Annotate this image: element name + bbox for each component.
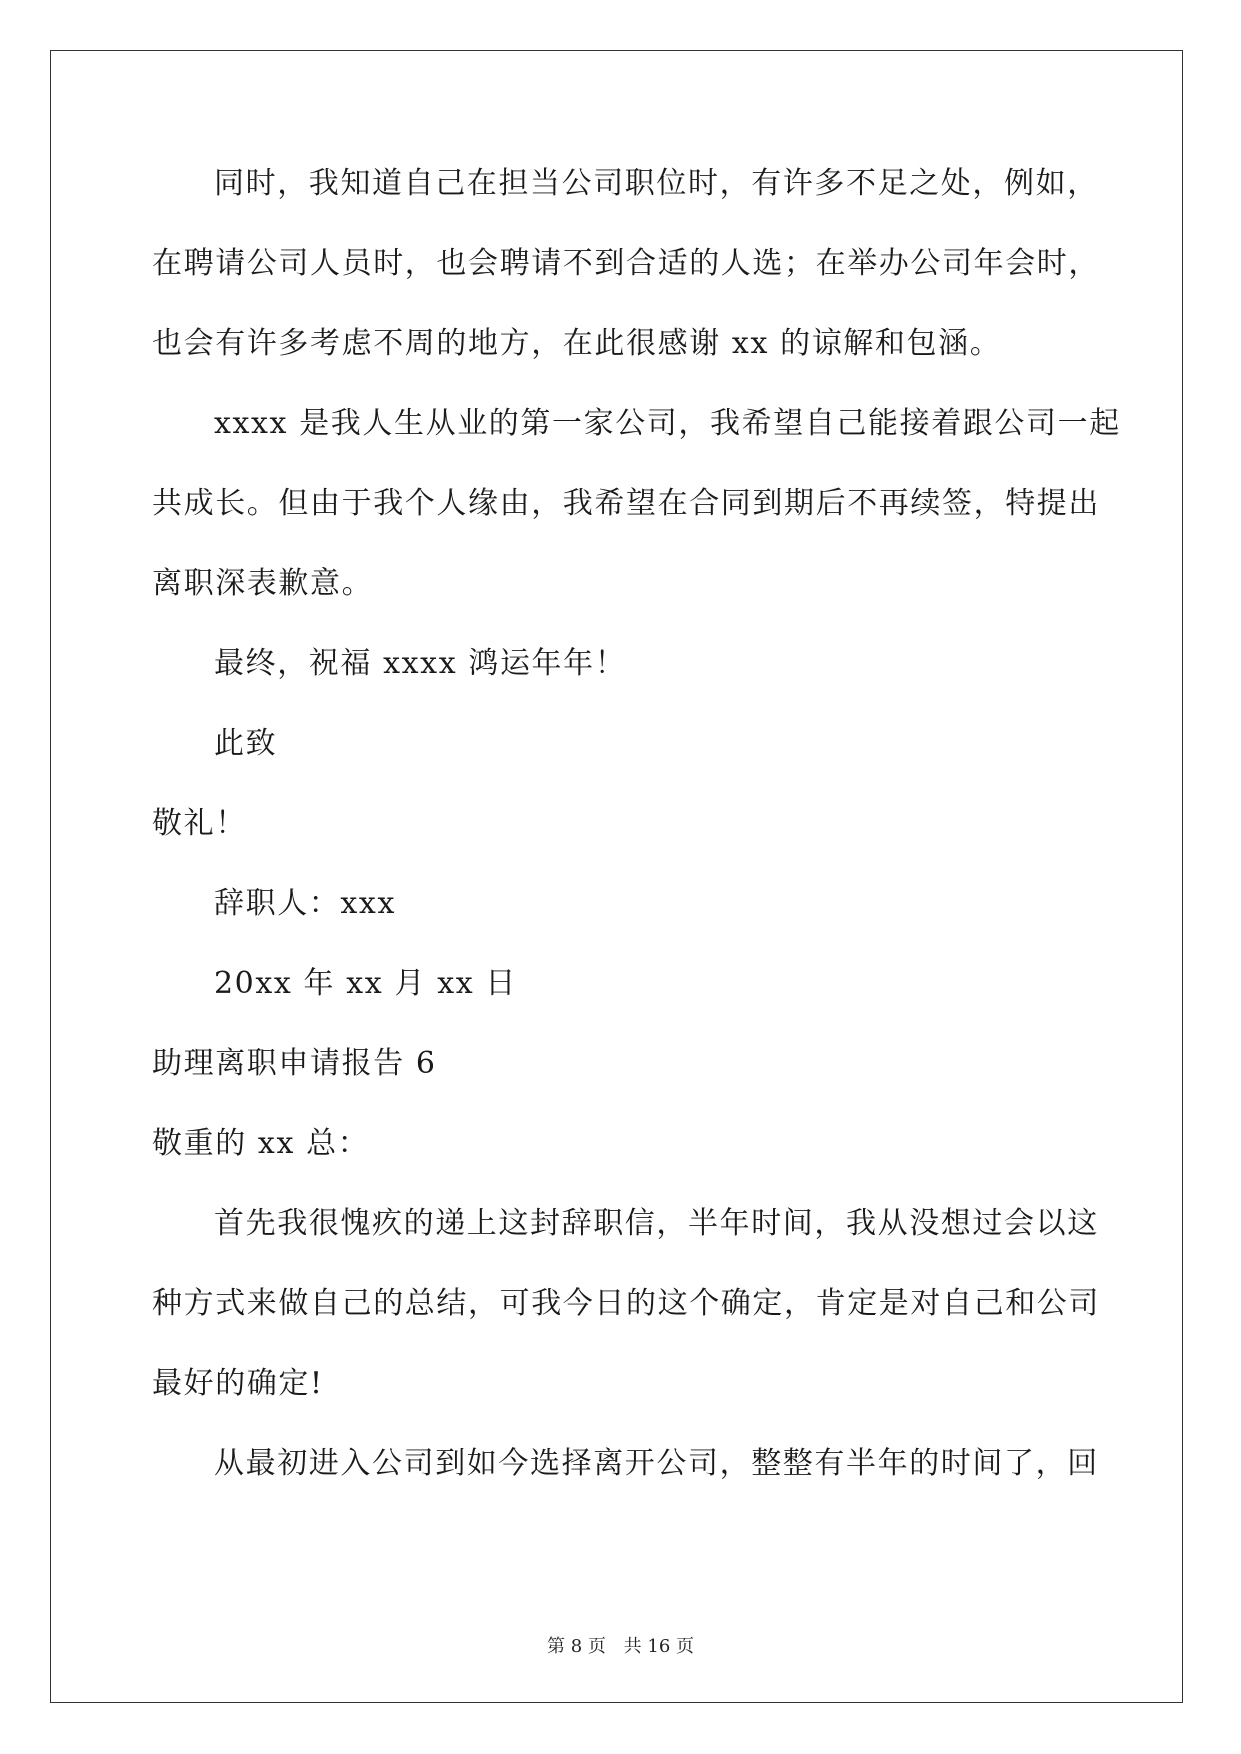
paragraph-line: 共成长。但由于我个人缘由，我希望在合同到期后不再续签，特提出 <box>152 486 1100 521</box>
page-footer <box>0 1632 1241 1658</box>
letter-greeting: 敬重的 xx 总： <box>152 1126 370 1161</box>
paragraph-line: 种方式来做自己的总结，可我今日的这个确定，肯定是对自己和公司 <box>152 1286 1100 1321</box>
salutation-closing: 此致 <box>214 726 278 761</box>
paragraph-line: xxxx 是我人生从业的第一家公司，我希望自己能接着跟公司一起 <box>214 406 1121 441</box>
paragraph-line: 在聘请公司人员时，也会聘请不到合适的人选；在举办公司年会时， <box>152 246 1100 281</box>
paragraph-line: 也会有许多考虑不周的地方，在此很感谢 xx 的谅解和包涵。 <box>152 326 1002 361</box>
paragraph-line: 从最初进入公司到如今选择离开公司，整整有半年的时间了，回 <box>214 1446 1099 1481</box>
paragraph-line: 同时，我知道自己在担当公司职位时，有许多不足之处，例如， <box>214 166 1099 201</box>
date-line: 20xx 年 xx 月 xx 日 <box>214 966 517 1001</box>
page-number-current: 第 8 页 <box>547 1636 606 1657</box>
salutation-respect: 敬礼！ <box>152 806 247 841</box>
page-number-total: 共 16 页 <box>623 1636 694 1657</box>
signature-line: 辞职人：xxx <box>214 886 396 921</box>
paragraph-line: 离职深表歉意。 <box>152 566 374 601</box>
section-title: 助理离职申请报告 6 <box>152 1046 437 1081</box>
paragraph-line: 首先我很愧疚的递上这封辞职信，半年时间，我从没想过会以这 <box>214 1206 1099 1241</box>
closing-wish: 最终，祝福 xxxx 鸿运年年！ <box>214 646 627 681</box>
paragraph-line: 最好的确定! <box>152 1366 324 1401</box>
